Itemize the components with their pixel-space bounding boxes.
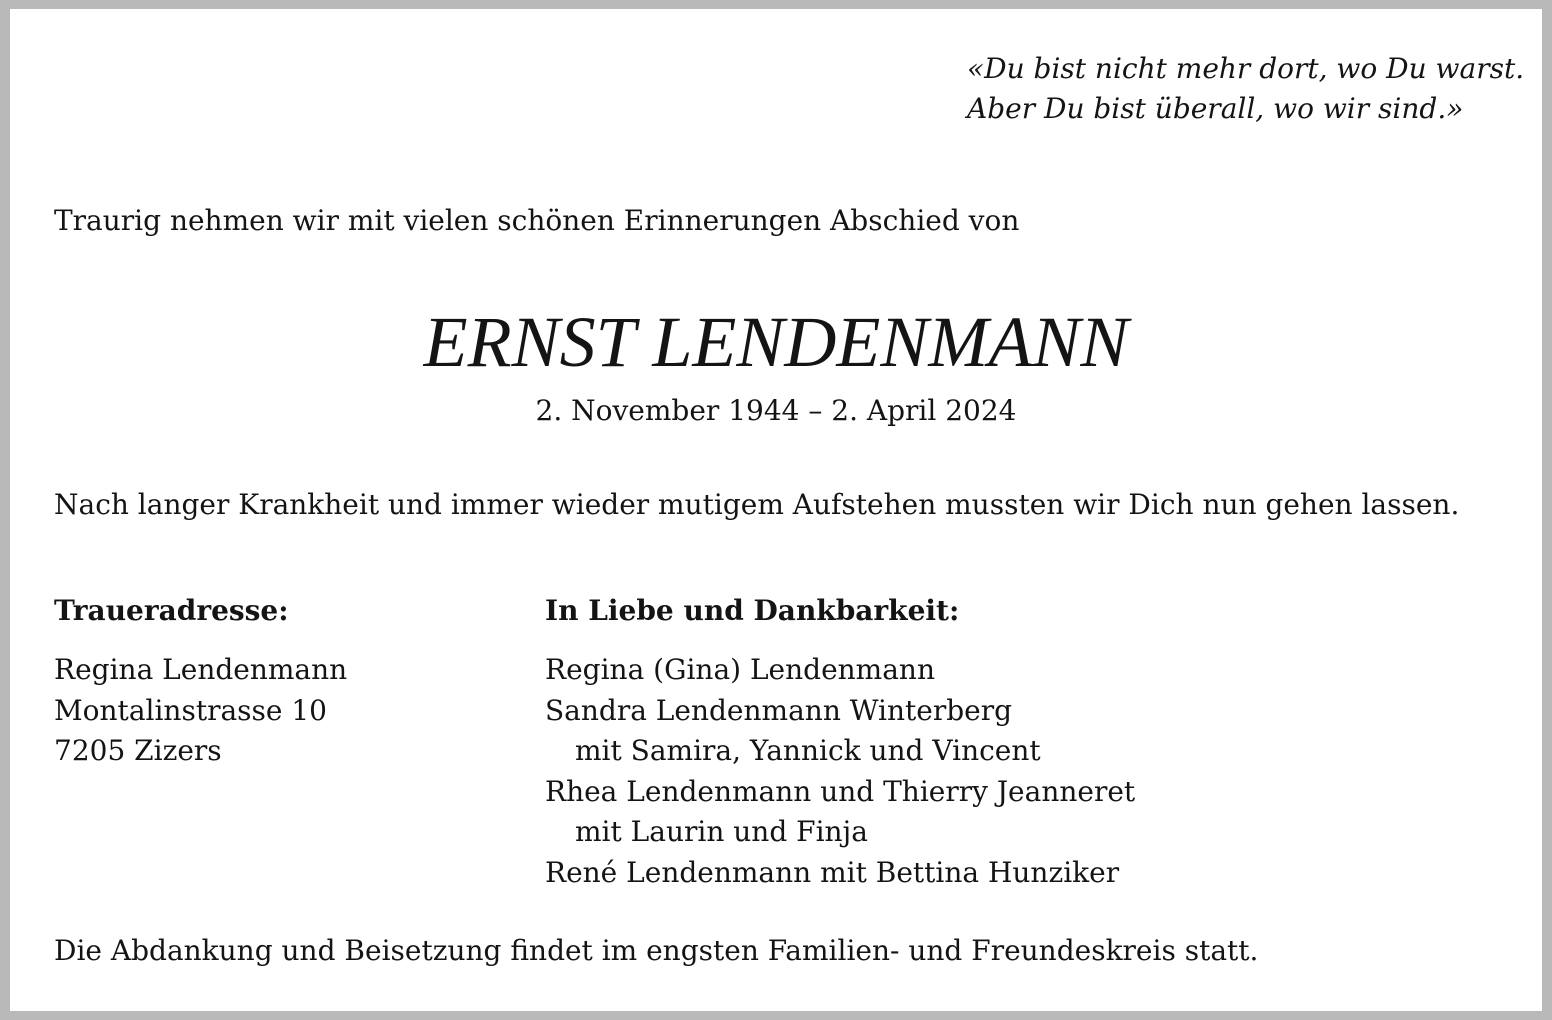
deceased-name: ERNST LENDENMANN — [423, 302, 1129, 382]
address-line: 7205 Zizers — [54, 734, 222, 768]
motto-line: Aber Du bist überall, wo wir sind.» — [967, 92, 1464, 125]
intro-text: Traurig nehmen wir mit vielen schönen Erinnerungen Abschied von — [54, 204, 1020, 237]
mourners-heading: In Liebe und Dankbarkeit: — [545, 594, 960, 627]
mourner-line: Regina (Gina) Lendenmann — [545, 653, 935, 686]
address-block — [54, 650, 347, 772]
address-line: Montalinstrasse 10 — [54, 693, 327, 727]
motto-line: «Du bist nicht mehr dort, wo Du warst. — [967, 52, 1525, 85]
obituary-card — [10, 9, 1542, 1011]
mourners-list — [545, 650, 1135, 894]
mourner-line: René Lendenmann mit Bettina Hunziker — [545, 855, 1120, 889]
farewell-message: Nach langer Krankheit und immer wieder mutigem Aufstehen mussten wir Dich nun gehen lassen. — [54, 488, 1460, 521]
funeral-notice: Die Abdankung und Beisetzung findet im engsten Familien- und Freundeskreis statt. — [54, 934, 1259, 967]
mourner-line: mit Samira, Yannick und Vincent — [575, 734, 1041, 768]
life-dates: 2. November 1944 – 2. April 2024 — [535, 394, 1017, 427]
motto-quote — [967, 49, 1524, 129]
mourner-line: Rhea Lendenmann und Thierry Jeanneret — [545, 774, 1136, 808]
address-heading: Traueradresse: — [54, 594, 289, 627]
mourner-line: Sandra Lendenmann Winterberg — [545, 693, 1013, 727]
mourner-line: mit Laurin und Finja — [575, 815, 868, 849]
address-line: Regina Lendenmann — [54, 653, 348, 686]
